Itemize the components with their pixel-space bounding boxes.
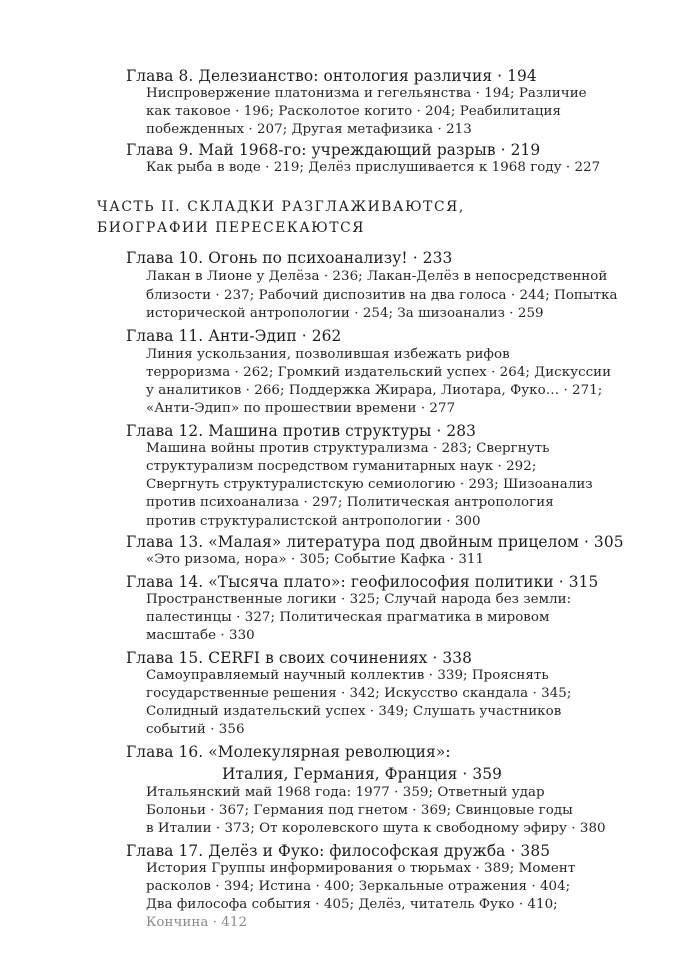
toc-chapter-16-title: Глава 16. «Молекулярная революция»: <box>126 743 451 761</box>
toc-chapter-11-line-1: Линия ускользания, позволившая избежать рифов <box>146 347 510 362</box>
toc-chapter-10-title: Глава 10. Огонь по психоанализу! · 233 <box>126 249 453 267</box>
toc-chapter-13-title: Глава 13. «Малая» литература под двойным прицелом · 305 <box>126 533 624 551</box>
toc-chapter-12-line-3: Свергнуть структуралистскую семиологию · 293; Шизоанализ <box>146 477 593 492</box>
toc-chapter-14-line-1: Пространственные логики · 325; Случай народа без земли: <box>146 592 572 607</box>
toc-chapter-17-line-3: Два философа события · 405; Делёз, читатель Фуко · 410; <box>146 897 558 912</box>
toc-chapter-9-line-1: Как рыба в воде · 219; Делёз прислушивается к 1968 году · 227 <box>146 160 601 175</box>
toc-chapter-11-line-4: «Анти-Эдип» по прошествии времени · 277 <box>146 401 456 416</box>
toc-chapter-17-line-1: История Группы информирования о тюрьмах · 389; Момент <box>146 861 576 876</box>
toc-chapter-11-line-3: у аналитиков · 266; Поддержка Жирара, Лиотара, Фуко… · 271; <box>146 383 603 398</box>
toc-chapter-15-title: Глава 15. CERFI в своих сочинениях · 338 <box>126 649 473 667</box>
toc-chapter-17-line-2: расколов · 394; Истина · 400; Зеркальные отражения · 404; <box>146 879 571 894</box>
toc-chapter-8-line-2: как таковое · 196; Расколотое когито · 204; Реабилитация <box>146 104 562 119</box>
toc-chapter-13-line-1: «Это ризома, нора» · 305; Событие Кафка · 311 <box>146 552 485 567</box>
toc-chapter-8-line-3: побежденных · 207; Другая метафизика · 213 <box>146 122 472 137</box>
toc-chapter-15-line-4: событий · 356 <box>146 722 245 737</box>
toc-chapter-12-line-1: Машина войны против структурализма · 283; Свергнуть <box>146 441 550 456</box>
toc-chapter-16-line-3: в Италии · 373; От королевского шута к свободному эфиру · 380 <box>146 821 606 836</box>
toc-chapter-12-line-4: против психоанализа · 297; Политическая антропология <box>146 495 554 510</box>
toc-chapter-12-line-2: структурализм посредством гуманитарных наук · 292; <box>146 459 537 474</box>
toc-chapter-9-title: Глава 9. Май 1968-го: учреждающий разрыв · 219 <box>126 141 541 159</box>
toc-chapter-12-line-5: против структуралистской антропологии · 300 <box>146 514 481 529</box>
toc-chapter-16-line-2: Болоньи · 367; Германия под гнетом · 369; Свинцовые годы <box>146 803 573 818</box>
toc-chapter-16-line-1: Итальянский май 1968 года: 1977 · 359; Ответный удар <box>146 785 545 800</box>
toc-chapter-15-line-1: Самоуправляемый научный коллектив · 339; Прояснять <box>146 668 549 683</box>
toc-chapter-14-line-2: палестинцы · 327; Политическая прагматика в мировом <box>146 610 550 625</box>
toc-chapter-8-line-1: Ниспровержение платонизма и гегельянства · 194; Различие <box>146 86 587 101</box>
toc-part-2-heading-line-2: БИОГРАФИИ ПЕРЕСЕКАЮТСЯ <box>97 220 366 236</box>
toc-chapter-17-title: Глава 17. Делёз и Фуко: философская дружба · 385 <box>126 842 551 860</box>
toc-chapter-12-title: Глава 12. Машина против структуры · 283 <box>126 422 477 440</box>
toc-part-2-heading-line-1: ЧАСТЬ II. СКЛАДКИ РАЗГЛАЖИВАЮТСЯ, <box>97 199 465 215</box>
toc-chapter-14-line-3: масштабе · 330 <box>146 628 255 643</box>
toc-chapter-11-line-2: терроризма · 262; Громкий издательский успех · 264; Дискуссии <box>146 365 612 380</box>
toc-chapter-15-line-3: Солидный издательский успех · 349; Слушать участников <box>146 704 562 719</box>
toc-chapter-10-line-3: исторической антропологии · 254; За шизоанализ · 259 <box>146 306 544 321</box>
toc-chapter-17-line-4: Кончина · 412 <box>146 915 248 930</box>
toc-chapter-14-title: Глава 14. «Тысяча плато»: геофилософия политики · 315 <box>126 573 599 591</box>
toc-chapter-8-title: Глава 8. Делезианство: онтология различия · 194 <box>126 67 537 85</box>
toc-chapter-16-title-continued: Италия, Германия, Франция · 359 <box>222 765 503 783</box>
toc-chapter-11-title: Глава 11. Анти-Эдип · 262 <box>126 327 342 345</box>
toc-chapter-10-line-1: Лакан в Лионе у Делёза · 236; Лакан-Делёз в непосредственной <box>146 269 608 284</box>
toc-chapter-15-line-2: государственные решения · 342; Искусство скандала · 345; <box>146 686 572 701</box>
toc-chapter-10-line-2: близости · 237; Рабочий диспозитив на два голоса · 244; Попытка <box>146 288 618 303</box>
